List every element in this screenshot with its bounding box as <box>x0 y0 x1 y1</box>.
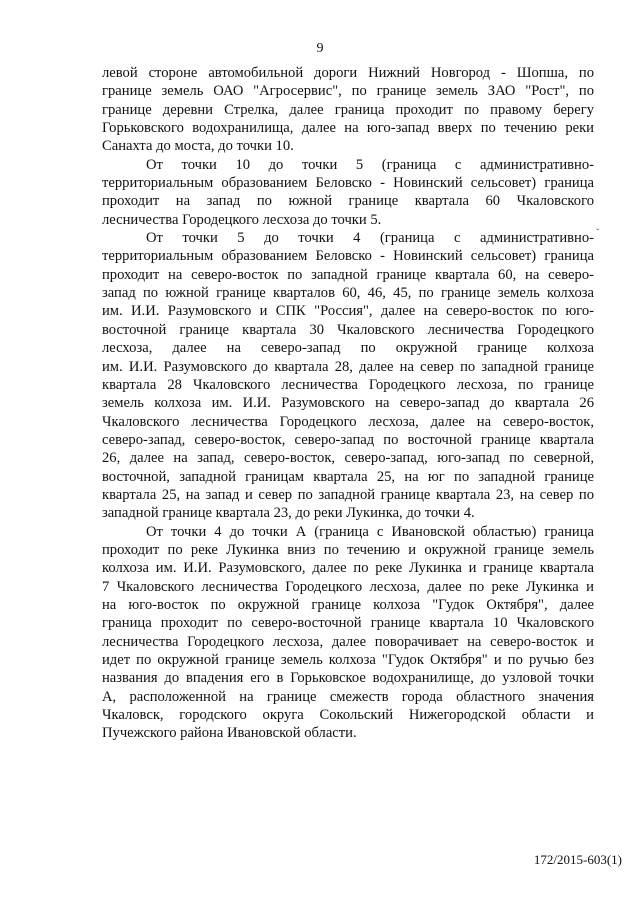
paragraph-3 <box>102 229 594 523</box>
text-line: границе деревни Стрелка, далее граница проходит по правому берегу <box>102 101 594 118</box>
text-line: названия до впадения его в Горьковское водохранилище, до узловой точки <box>102 670 594 687</box>
paragraph-2 <box>102 156 594 229</box>
text-line: границе земель ОАО "Агросервис", по границе земель ЗАО "Рост", по <box>102 83 594 100</box>
text-line: От точки 5 до точки 4 (граница с административно- <box>146 230 594 247</box>
page-number: 9 <box>316 41 324 56</box>
document-body <box>102 64 594 743</box>
text-line: Чкаловск, городского округа Сокольский Нижегородской области и <box>102 707 594 724</box>
text-line: колхоза им. И.И. Разумовского, далее по реке Лукинка и границе квартала <box>102 560 594 577</box>
text-line: им. И.И. Разумовского и СПК "Россия", далее на северо-восток по юго- <box>102 303 594 320</box>
text-line: проходит на запад по южной границе квартала 60 Чкаловского <box>102 193 594 210</box>
text-line: запад по южной границе кварталов 60, 46, 45, по границе земель колхоза <box>102 285 594 302</box>
text-line: Пучежского района Ивановской области. <box>102 725 357 742</box>
text-line: восточной, западной границам квартала 25, на юг по западной границе <box>102 468 594 485</box>
text-line: идет по окружной границе земель колхоза "Гудок Октября" и по ручью без <box>102 652 594 668</box>
text-line: 26, далее на запад, северо-восток, северо-запад, юго-запад по северной, <box>102 450 594 467</box>
text-line: территориальным образованием Беловско - Новинский сельсовет) граница <box>102 248 594 265</box>
text-line: От точки 4 до точки А (граница с Ивановской областью) граница <box>146 523 594 540</box>
text-line: квартала 25, на запад и север по западной границе квартала 23, на север по <box>102 486 594 503</box>
text-line: восточной границе квартала 30 Чкаловского лесничества Городецкого <box>102 321 594 338</box>
text-line: 7 Чкаловского лесничества Городецкого лесхоза, далее по реке Лукинка и <box>102 578 594 595</box>
text-line: проходит по реке Лукинка вниз по течению и окружной границе земель <box>102 541 594 558</box>
text-line: лесхоза, далее на северо-запад по окружной границе колхоза <box>102 340 594 357</box>
text-line: западной границе квартала 23, до реки Лукинка, до точки 4. <box>102 505 475 522</box>
document-code: 172/2015-603(1) <box>533 852 622 867</box>
text-line: территориальным образованием Беловско - Новинский сельсовет) граница <box>102 175 594 192</box>
scan-mark: ˇ <box>596 228 600 239</box>
paragraph-1 <box>102 64 594 156</box>
text-line: лесничества Городецкого лесхоза, далее поворачивает на северо-восток и <box>102 633 594 650</box>
text-line: Санахта до моста, до точки 10. <box>102 138 294 155</box>
text-line: А, расположенной на границе смежеств города областного значения <box>102 688 594 705</box>
text-line: на юго-восток по окружной границе колхоза "Гудок Октября", далее <box>102 596 594 613</box>
text-line: левой стороне автомобильной дороги Нижний Новгород - Шопша, по <box>102 65 594 81</box>
text-line: лесничества Городецкого лесхоза до точки 5. <box>102 211 382 228</box>
text-line: проходит на северо-восток по западной границе квартала 60, на северо- <box>102 266 594 283</box>
text-line: квартала 28 Чкаловского лесничества Городецкого лесхоза, по границе <box>102 376 594 393</box>
text-line: граница проходит по северо-восточной границе квартала 10 Чкаловского <box>102 615 594 632</box>
text-line: им. И.И. Разумовского до квартала 28, далее на север по западной границе <box>102 358 594 375</box>
text-line: Чкаловского лесничества Городецкого лесхоза, далее на северо-восток, <box>102 413 594 430</box>
text-line: Горьковского водохранилища, далее на юго-запад вверх по течению реки <box>102 120 594 137</box>
text-line: От точки 10 до точки 5 (граница с административно- <box>146 156 594 173</box>
text-line: северо-запад, северо-восток, северо-запад по восточной границе квартала <box>102 431 594 448</box>
text-line: земель колхоза им. И.И. Разумовского на северо-запад до квартала 26 <box>102 395 594 412</box>
paragraph-4 <box>102 523 594 743</box>
